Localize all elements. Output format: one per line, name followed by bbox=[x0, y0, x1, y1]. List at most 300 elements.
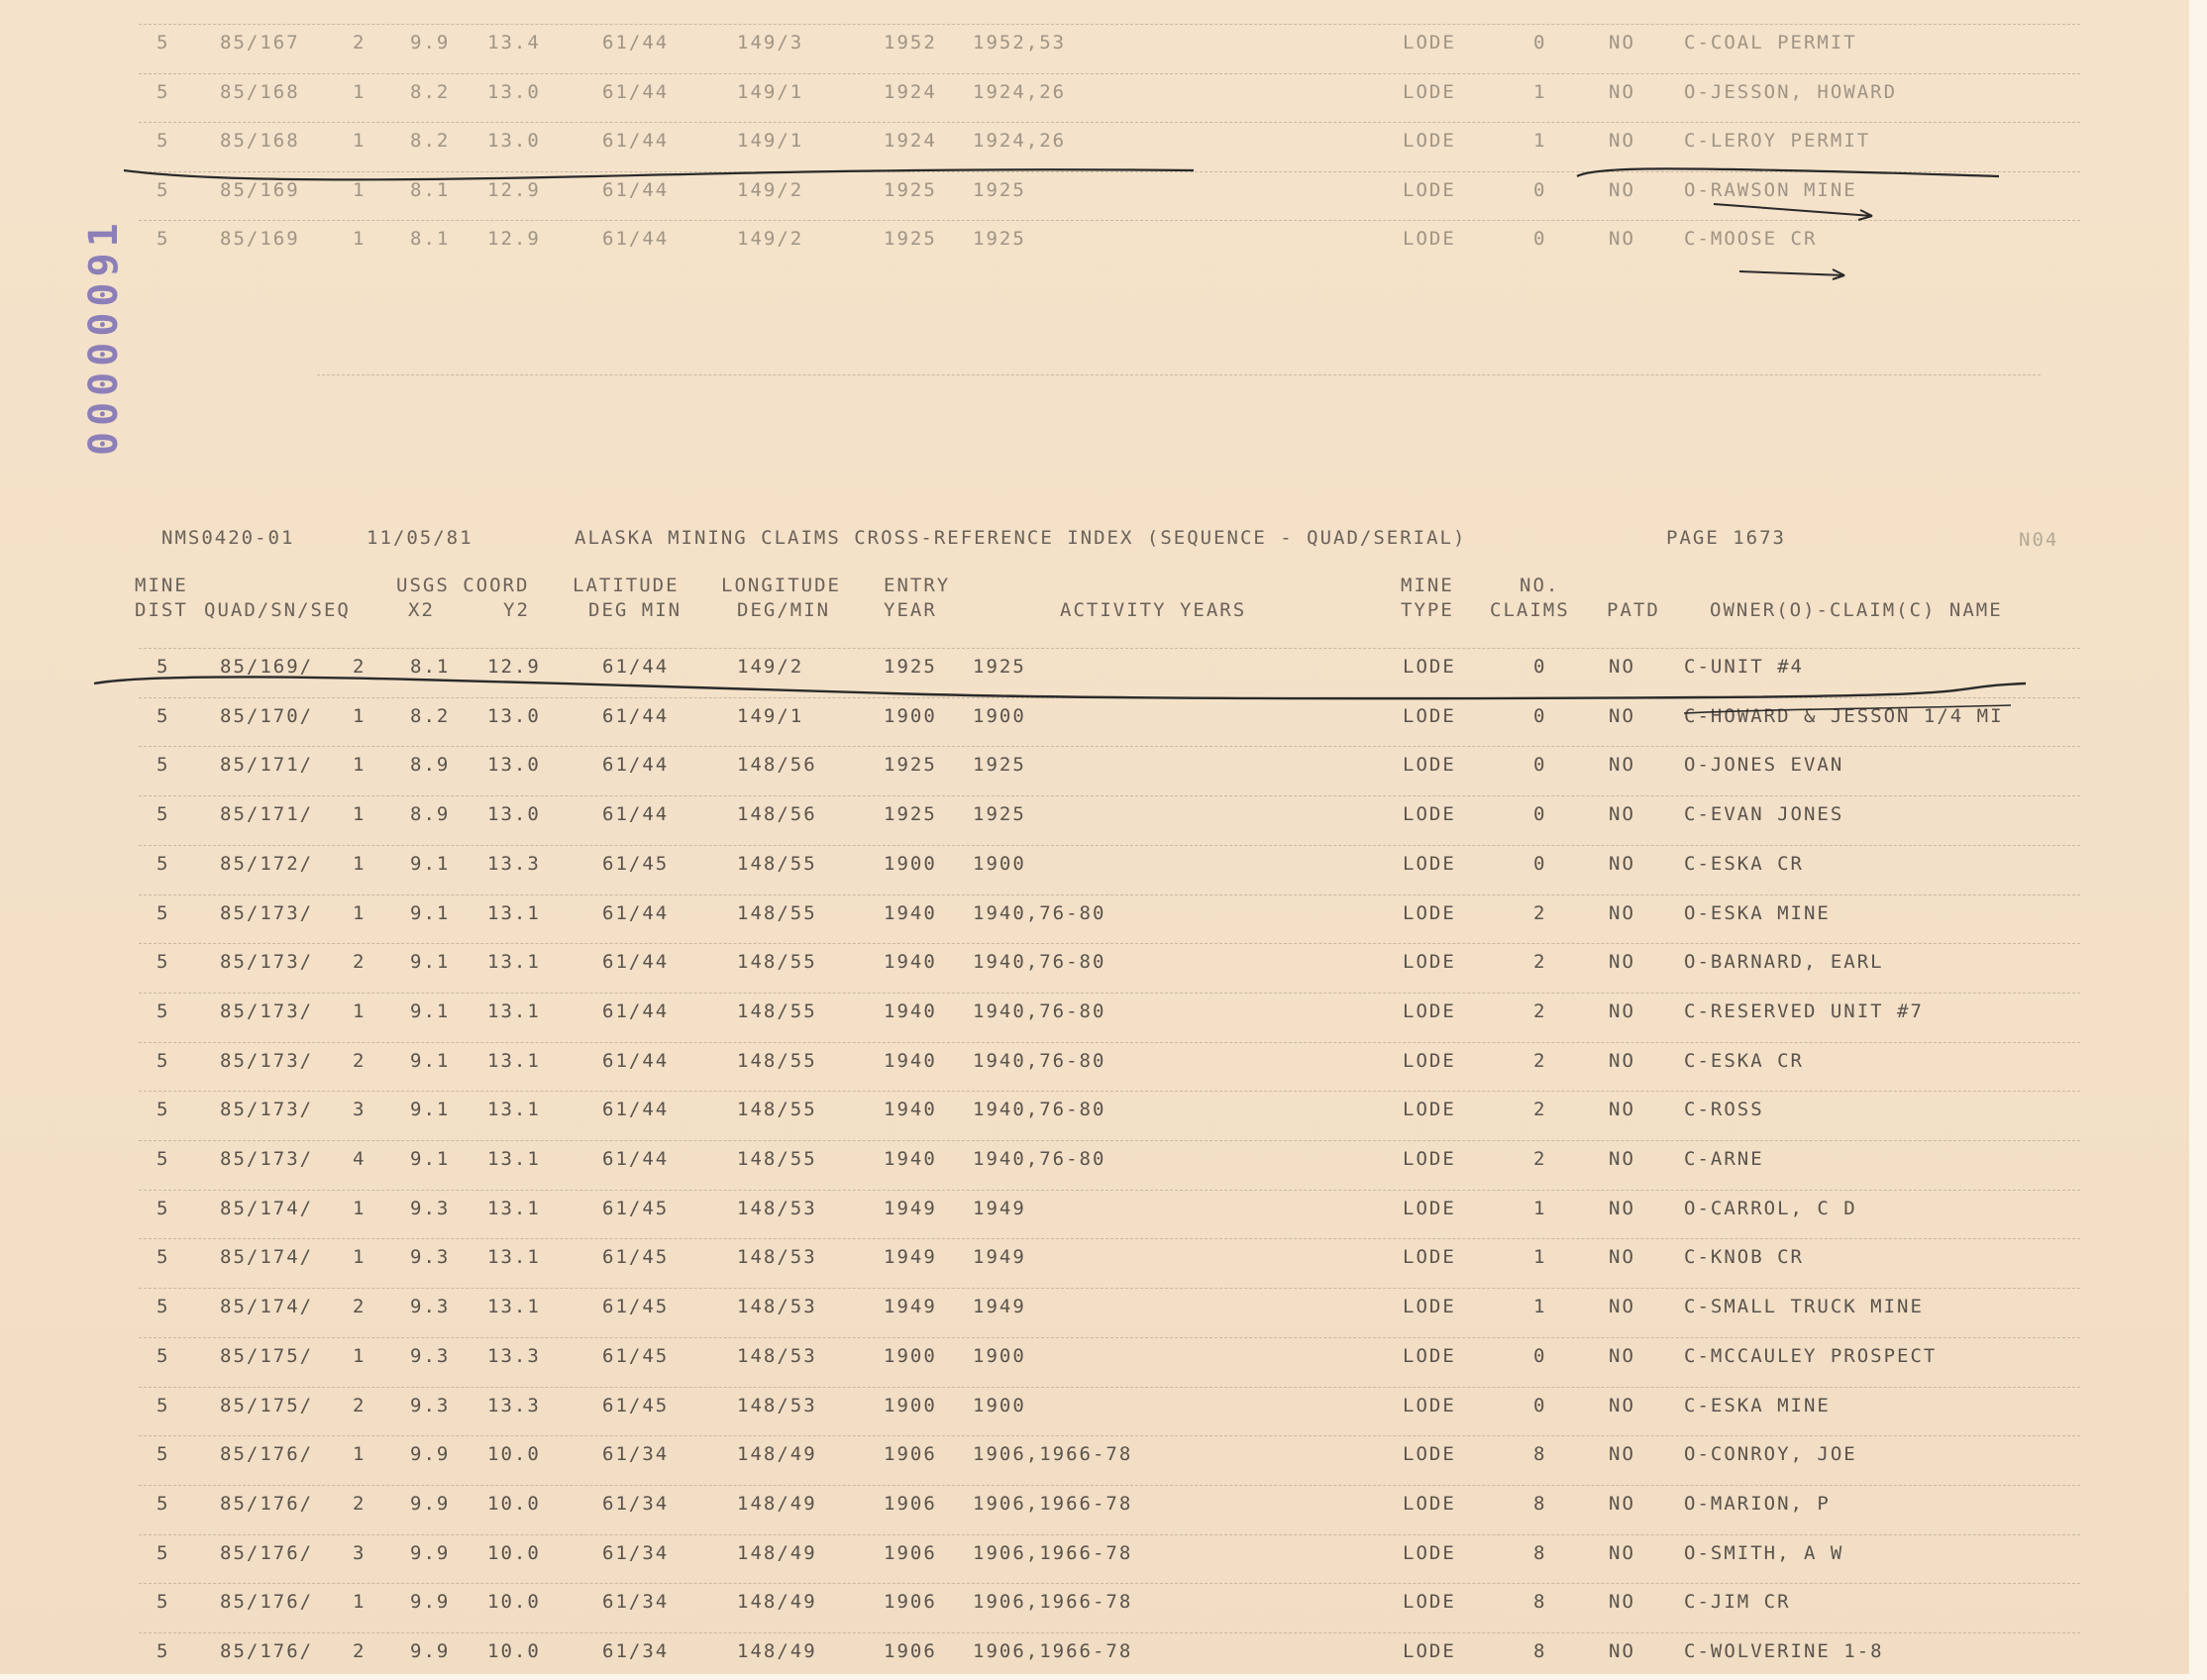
cell-claims: 2 bbox=[1533, 999, 1547, 1022]
underline-howard bbox=[1684, 705, 2011, 713]
page-label: PAGE 1673 bbox=[1666, 527, 1786, 549]
cell-patd: NO bbox=[1609, 1197, 1635, 1219]
report-date: 11/05/81 bbox=[367, 527, 473, 549]
col-x2: X2 bbox=[408, 599, 435, 621]
cell-x2: 9.1 bbox=[410, 1049, 451, 1072]
page-number-stamp: 00000091 bbox=[81, 217, 127, 457]
cell-lon: 149/2 bbox=[737, 178, 804, 201]
cell-dist: 5 bbox=[157, 178, 170, 201]
cell-type: LODE bbox=[1403, 1148, 1456, 1170]
cell-lat: 61/44 bbox=[602, 901, 670, 924]
cell-entry: 1952 bbox=[884, 32, 937, 53]
cell-seq: 1 bbox=[353, 1344, 367, 1367]
cell-act: 1940,76-80 bbox=[973, 1049, 1106, 1072]
cell-x2: 9.9 bbox=[410, 1541, 451, 1564]
cell-seq: 1 bbox=[353, 1197, 367, 1219]
cell-x2: 9.1 bbox=[410, 901, 451, 924]
cell-seq: 4 bbox=[353, 1148, 367, 1170]
cell-lat: 61/44 bbox=[602, 1148, 670, 1170]
cell-entry: 1949 bbox=[884, 1246, 937, 1269]
cell-act: 1900 bbox=[973, 1394, 1026, 1417]
cell-owner: C-HOWARD & JESSON 1/4 MI bbox=[1684, 704, 2004, 727]
cell-type: LODE bbox=[1403, 1591, 1456, 1614]
cell-patd: NO bbox=[1609, 1492, 1635, 1515]
col-activity-years: ACTIVITY YEARS bbox=[1060, 599, 1247, 621]
cell-type: LODE bbox=[1403, 754, 1456, 777]
cell-quad: 85/171/ bbox=[220, 803, 314, 826]
cell-act: 1940,76-80 bbox=[973, 951, 1106, 974]
cell-owner: C-KNOB CR bbox=[1684, 1246, 1804, 1269]
cell-dist: 5 bbox=[157, 1394, 170, 1417]
cell-act: 1900 bbox=[973, 1344, 1026, 1367]
col-patd: PATD bbox=[1607, 599, 1660, 621]
cell-patd: NO bbox=[1609, 80, 1635, 103]
cell-seq: 1 bbox=[353, 999, 367, 1022]
cell-y2: 13.1 bbox=[487, 951, 541, 974]
cell-act: 1949 bbox=[973, 1197, 1026, 1219]
cell-patd: NO bbox=[1609, 228, 1635, 250]
cell-seq: 1 bbox=[353, 704, 367, 727]
cell-dist: 5 bbox=[157, 228, 170, 250]
cell-type: LODE bbox=[1403, 1197, 1456, 1219]
cell-dist: 5 bbox=[157, 1148, 170, 1170]
cell-patd: NO bbox=[1609, 1148, 1635, 1170]
cell-act: 1906,1966-78 bbox=[973, 1640, 1133, 1662]
cell-patd: NO bbox=[1609, 704, 1635, 727]
cell-x2: 9.3 bbox=[410, 1246, 451, 1269]
cell-owner: O-JONES EVAN bbox=[1684, 754, 1844, 777]
cell-owner: O-MARION, P bbox=[1684, 1492, 1831, 1515]
cell-y2: 13.1 bbox=[487, 1049, 541, 1072]
cell-entry: 1940 bbox=[884, 1099, 937, 1121]
cell-claims: 1 bbox=[1533, 1197, 1547, 1219]
cell-lat: 61/44 bbox=[602, 704, 670, 727]
cell-type: LODE bbox=[1403, 178, 1456, 201]
cell-quad: 85/173/ bbox=[220, 999, 314, 1022]
cell-patd: NO bbox=[1609, 32, 1635, 53]
cell-seq: 1 bbox=[353, 803, 367, 826]
cell-dist: 5 bbox=[157, 130, 170, 152]
cell-entry: 1924 bbox=[884, 130, 937, 152]
col-y2: Y2 bbox=[503, 599, 530, 621]
cell-quad: 85/175/ bbox=[220, 1394, 314, 1417]
cell-lon: 148/49 bbox=[737, 1541, 817, 1564]
cell-quad: 85/172/ bbox=[220, 852, 314, 875]
cell-patd: NO bbox=[1609, 130, 1635, 152]
cell-patd: NO bbox=[1609, 178, 1635, 201]
col-latitude: LATITUDE bbox=[573, 575, 680, 596]
cell-lon: 148/56 bbox=[737, 754, 817, 777]
cell-x2: 9.3 bbox=[410, 1344, 451, 1367]
cell-claims: 2 bbox=[1533, 951, 1547, 974]
col-longitude: LONGITUDE bbox=[721, 575, 841, 596]
cell-dist: 5 bbox=[157, 1640, 170, 1662]
cell-entry: 1940 bbox=[884, 999, 937, 1022]
cell-type: LODE bbox=[1403, 656, 1456, 678]
cell-seq: 1 bbox=[353, 178, 367, 201]
cell-quad: 85/169/ bbox=[220, 656, 314, 678]
cell-owner: C-SMALL TRUCK MINE bbox=[1684, 1296, 1924, 1318]
cell-x2: 8.2 bbox=[410, 704, 451, 727]
col-lon-deg-min: DEG/MIN bbox=[737, 599, 831, 621]
cell-dist: 5 bbox=[157, 32, 170, 53]
cell-type: LODE bbox=[1403, 32, 1456, 53]
corner-code: N04 bbox=[2019, 529, 2059, 551]
cell-quad: 85/173/ bbox=[220, 901, 314, 924]
cell-dist: 5 bbox=[157, 1591, 170, 1614]
cell-x2: 9.9 bbox=[410, 1443, 451, 1466]
cell-lon: 148/49 bbox=[737, 1591, 817, 1614]
cell-x2: 9.1 bbox=[410, 951, 451, 974]
cell-patd: NO bbox=[1609, 803, 1635, 826]
cell-x2: 9.1 bbox=[410, 852, 451, 875]
cell-type: LODE bbox=[1403, 130, 1456, 152]
cell-lat: 61/44 bbox=[602, 1049, 670, 1072]
cell-y2: 13.1 bbox=[487, 1296, 541, 1318]
cell-x2: 9.9 bbox=[410, 1492, 451, 1515]
cell-dist: 5 bbox=[157, 1049, 170, 1072]
cell-dist: 5 bbox=[157, 901, 170, 924]
cell-act: 1925 bbox=[973, 656, 1026, 678]
cell-patd: NO bbox=[1609, 1296, 1635, 1318]
cell-owner: C-WOLVERINE 1-8 bbox=[1684, 1640, 1884, 1662]
cell-x2: 9.3 bbox=[410, 1296, 451, 1318]
cell-lon: 148/53 bbox=[737, 1246, 817, 1269]
cell-seq: 1 bbox=[353, 1591, 367, 1614]
cell-lon: 149/1 bbox=[737, 80, 804, 103]
cell-dist: 5 bbox=[157, 1344, 170, 1367]
cell-y2: 10.0 bbox=[487, 1443, 541, 1466]
cell-lon: 148/53 bbox=[737, 1394, 817, 1417]
cell-seq: 3 bbox=[353, 1541, 367, 1564]
cell-patd: NO bbox=[1609, 1591, 1635, 1614]
cell-y2: 13.1 bbox=[487, 1197, 541, 1219]
cell-type: LODE bbox=[1403, 852, 1456, 875]
page-edge-right bbox=[2189, 0, 2207, 1680]
cell-act: 1925 bbox=[973, 803, 1026, 826]
cell-owner: C-ESKA CR bbox=[1684, 1049, 1804, 1072]
cell-lon: 148/55 bbox=[737, 1148, 817, 1170]
cell-act: 1906,1966-78 bbox=[973, 1541, 1133, 1564]
cell-patd: NO bbox=[1609, 852, 1635, 875]
cell-quad: 85/168 bbox=[220, 80, 300, 103]
cell-entry: 1925 bbox=[884, 656, 937, 678]
cell-y2: 13.4 bbox=[487, 32, 541, 53]
cell-dist: 5 bbox=[157, 656, 170, 678]
cell-owner: O-SMITH, A W bbox=[1684, 1541, 1844, 1564]
cell-y2: 13.1 bbox=[487, 999, 541, 1022]
cell-patd: NO bbox=[1609, 999, 1635, 1022]
cell-owner: C-ROSS bbox=[1684, 1099, 1764, 1121]
col-mine-type-1: MINE bbox=[1401, 575, 1454, 596]
cell-act: 1924,26 bbox=[973, 130, 1067, 152]
cell-owner: C-ESKA MINE bbox=[1684, 1394, 1831, 1417]
cell-act: 1900 bbox=[973, 704, 1026, 727]
cell-dist: 5 bbox=[157, 852, 170, 875]
cell-owner: O-CONROY, JOE bbox=[1684, 1443, 1857, 1466]
cell-type: LODE bbox=[1403, 1344, 1456, 1367]
cell-seq: 1 bbox=[353, 228, 367, 250]
cell-type: LODE bbox=[1403, 704, 1456, 727]
cell-owner: C-EVAN JONES bbox=[1684, 803, 1844, 826]
page-edge-bottom bbox=[0, 1674, 2207, 1680]
cell-act: 1906,1966-78 bbox=[973, 1492, 1133, 1515]
cell-seq: 2 bbox=[353, 1640, 367, 1662]
cell-act: 1949 bbox=[973, 1296, 1026, 1318]
cell-claims: 0 bbox=[1533, 1394, 1547, 1417]
cell-owner: O-ESKA MINE bbox=[1684, 901, 1831, 924]
cell-claims: 2 bbox=[1533, 1148, 1547, 1170]
cell-lat: 61/44 bbox=[602, 803, 670, 826]
cell-owner: C-MOOSE CR bbox=[1684, 228, 1818, 250]
cell-type: LODE bbox=[1403, 1541, 1456, 1564]
cell-act: 1900 bbox=[973, 852, 1026, 875]
cell-x2: 8.1 bbox=[410, 178, 451, 201]
cell-lon: 148/55 bbox=[737, 1099, 817, 1121]
cell-lon: 148/53 bbox=[737, 1197, 817, 1219]
cell-claims: 0 bbox=[1533, 852, 1547, 875]
cell-lat: 61/45 bbox=[602, 1344, 670, 1367]
cell-entry: 1925 bbox=[884, 754, 937, 777]
cell-entry: 1940 bbox=[884, 951, 937, 974]
cell-lat: 61/44 bbox=[602, 656, 670, 678]
cell-quad: 85/173/ bbox=[220, 1099, 314, 1121]
cell-patd: NO bbox=[1609, 1541, 1635, 1564]
cell-claims: 0 bbox=[1533, 178, 1547, 201]
cell-x2: 8.2 bbox=[410, 130, 451, 152]
cell-claims: 1 bbox=[1533, 1246, 1547, 1269]
cell-seq: 1 bbox=[353, 130, 367, 152]
cell-y2: 13.1 bbox=[487, 1099, 541, 1121]
cell-entry: 1906 bbox=[884, 1492, 937, 1515]
cell-entry: 1900 bbox=[884, 852, 937, 875]
cell-lon: 148/55 bbox=[737, 951, 817, 974]
strike-line-main bbox=[94, 677, 2026, 698]
cell-x2: 8.2 bbox=[410, 80, 451, 103]
cell-entry: 1906 bbox=[884, 1443, 937, 1466]
cell-lon: 148/55 bbox=[737, 852, 817, 875]
cell-lon: 148/55 bbox=[737, 901, 817, 924]
cell-x2: 8.9 bbox=[410, 803, 451, 826]
cell-claims: 0 bbox=[1533, 1344, 1547, 1367]
cell-entry: 1925 bbox=[884, 803, 937, 826]
cell-claims: 2 bbox=[1533, 1049, 1547, 1072]
col-quad-sn-seq: QUAD/SN/SEQ bbox=[204, 599, 351, 621]
cell-dist: 5 bbox=[157, 951, 170, 974]
cell-x2: 9.1 bbox=[410, 999, 451, 1022]
cell-seq: 2 bbox=[353, 1394, 367, 1417]
cell-claims: 1 bbox=[1533, 80, 1547, 103]
cell-claims: 8 bbox=[1533, 1492, 1547, 1515]
cell-claims: 0 bbox=[1533, 803, 1547, 826]
cell-type: LODE bbox=[1403, 1296, 1456, 1318]
col-dist: DIST bbox=[135, 599, 188, 621]
cell-claims: 0 bbox=[1533, 228, 1547, 250]
cell-quad: 85/171/ bbox=[220, 754, 314, 777]
arrow-underline-rawson bbox=[1714, 204, 1872, 220]
cell-lon: 149/2 bbox=[737, 656, 804, 678]
cell-y2: 13.0 bbox=[487, 704, 541, 727]
cell-lat: 61/34 bbox=[602, 1591, 670, 1614]
cell-type: LODE bbox=[1403, 1099, 1456, 1121]
cell-seq: 2 bbox=[353, 1049, 367, 1072]
cell-entry: 1906 bbox=[884, 1640, 937, 1662]
cell-lat: 61/44 bbox=[602, 130, 670, 152]
cell-quad: 85/175/ bbox=[220, 1344, 314, 1367]
cell-owner: O-CARROL, C D bbox=[1684, 1197, 1857, 1219]
cell-act: 1925 bbox=[973, 228, 1026, 250]
cell-entry: 1925 bbox=[884, 178, 937, 201]
cell-owner: C-COAL PERMIT bbox=[1684, 32, 1857, 53]
cell-lat: 61/34 bbox=[602, 1492, 670, 1515]
cell-y2: 12.9 bbox=[487, 656, 541, 678]
cell-lon: 148/53 bbox=[737, 1296, 817, 1318]
cell-lat: 61/44 bbox=[602, 228, 670, 250]
cell-dist: 5 bbox=[157, 1099, 170, 1121]
cell-patd: NO bbox=[1609, 656, 1635, 678]
cell-lat: 61/45 bbox=[602, 1394, 670, 1417]
cell-lon: 148/56 bbox=[737, 803, 817, 826]
cell-lon: 148/49 bbox=[737, 1492, 817, 1515]
cell-type: LODE bbox=[1403, 901, 1456, 924]
cell-y2: 13.1 bbox=[487, 1148, 541, 1170]
cell-claims: 0 bbox=[1533, 754, 1547, 777]
cell-quad: 85/169 bbox=[220, 228, 300, 250]
cell-entry: 1940 bbox=[884, 1049, 937, 1072]
strike-line-top-left bbox=[124, 169, 1194, 179]
cell-y2: 13.0 bbox=[487, 754, 541, 777]
cell-owner: O-BARNARD, EARL bbox=[1684, 951, 1884, 974]
cell-dist: 5 bbox=[157, 704, 170, 727]
cell-quad: 85/173/ bbox=[220, 1049, 314, 1072]
cell-lat: 61/44 bbox=[602, 951, 670, 974]
cell-x2: 8.9 bbox=[410, 754, 451, 777]
cell-type: LODE bbox=[1403, 999, 1456, 1022]
cell-y2: 13.0 bbox=[487, 80, 541, 103]
cell-claims: 8 bbox=[1533, 1443, 1547, 1466]
cell-dist: 5 bbox=[157, 1541, 170, 1564]
cell-quad: 85/174/ bbox=[220, 1246, 314, 1269]
cell-x2: 8.1 bbox=[410, 228, 451, 250]
cell-act: 1925 bbox=[973, 754, 1026, 777]
cell-quad: 85/169 bbox=[220, 178, 300, 201]
cell-patd: NO bbox=[1609, 901, 1635, 924]
cell-y2: 10.0 bbox=[487, 1591, 541, 1614]
cell-quad: 85/174/ bbox=[220, 1197, 314, 1219]
cell-act: 1906,1966-78 bbox=[973, 1591, 1133, 1614]
cell-y2: 13.0 bbox=[487, 803, 541, 826]
cell-dist: 5 bbox=[157, 999, 170, 1022]
col-mine: MINE bbox=[135, 575, 188, 596]
cell-type: LODE bbox=[1403, 1443, 1456, 1466]
cell-owner: C-ESKA CR bbox=[1684, 852, 1804, 875]
cell-lon: 148/53 bbox=[737, 1344, 817, 1367]
cell-type: LODE bbox=[1403, 951, 1456, 974]
cell-owner: C-LEROY PERMIT bbox=[1684, 130, 1871, 152]
cell-owner: O-RAWSON MINE bbox=[1684, 178, 1857, 201]
cell-lat: 61/45 bbox=[602, 852, 670, 875]
cell-lon: 149/2 bbox=[737, 228, 804, 250]
cell-entry: 1924 bbox=[884, 80, 937, 103]
cell-y2: 12.9 bbox=[487, 228, 541, 250]
report-id: NMS0420-01 bbox=[161, 527, 295, 549]
cell-seq: 2 bbox=[353, 951, 367, 974]
cell-owner: C-UNIT #4 bbox=[1684, 656, 1804, 678]
arrow-underline-moose bbox=[1739, 269, 1844, 279]
cell-owner: C-RESERVED UNIT #7 bbox=[1684, 999, 1924, 1022]
cell-patd: NO bbox=[1609, 754, 1635, 777]
cell-owner: O-JESSON, HOWARD bbox=[1684, 80, 1898, 103]
cell-y2: 10.0 bbox=[487, 1492, 541, 1515]
cell-claims: 0 bbox=[1533, 656, 1547, 678]
cell-quad: 85/176/ bbox=[220, 1591, 314, 1614]
cell-y2: 12.9 bbox=[487, 178, 541, 201]
cell-quad: 85/170/ bbox=[220, 704, 314, 727]
cell-entry: 1949 bbox=[884, 1197, 937, 1219]
cell-entry: 1900 bbox=[884, 1344, 937, 1367]
cell-lon: 148/49 bbox=[737, 1443, 817, 1466]
cell-quad: 85/176/ bbox=[220, 1492, 314, 1515]
cell-lat: 61/44 bbox=[602, 1099, 670, 1121]
cell-lon: 148/49 bbox=[737, 1640, 817, 1662]
cell-lat: 61/44 bbox=[602, 178, 670, 201]
cell-seq: 1 bbox=[353, 1443, 367, 1466]
cell-x2: 8.1 bbox=[410, 656, 451, 678]
cell-quad: 85/176/ bbox=[220, 1443, 314, 1466]
cell-entry: 1906 bbox=[884, 1541, 937, 1564]
cell-seq: 3 bbox=[353, 1099, 367, 1121]
cell-seq: 2 bbox=[353, 32, 367, 53]
cell-seq: 1 bbox=[353, 852, 367, 875]
col-year: YEAR bbox=[884, 599, 937, 621]
cell-act: 1940,76-80 bbox=[973, 1148, 1106, 1170]
cell-seq: 1 bbox=[353, 754, 367, 777]
cell-quad: 85/176/ bbox=[220, 1541, 314, 1564]
cell-seq: 2 bbox=[353, 656, 367, 678]
cell-patd: NO bbox=[1609, 1344, 1635, 1367]
cell-type: LODE bbox=[1403, 1492, 1456, 1515]
col-owner: OWNER(O)-CLAIM(C) NAME bbox=[1710, 599, 2003, 621]
cell-dist: 5 bbox=[157, 1296, 170, 1318]
cell-quad: 85/173/ bbox=[220, 951, 314, 974]
cell-entry: 1900 bbox=[884, 704, 937, 727]
cell-quad: 85/174/ bbox=[220, 1296, 314, 1318]
cell-claims: 8 bbox=[1533, 1541, 1547, 1564]
cell-quad: 85/167 bbox=[220, 32, 300, 53]
cell-y2: 13.3 bbox=[487, 1394, 541, 1417]
cell-y2: 13.1 bbox=[487, 1246, 541, 1269]
col-no: NO. bbox=[1520, 575, 1560, 596]
cell-entry: 1906 bbox=[884, 1591, 937, 1614]
cell-seq: 2 bbox=[353, 1492, 367, 1515]
cell-entry: 1949 bbox=[884, 1296, 937, 1318]
cell-lat: 61/44 bbox=[602, 32, 670, 53]
cell-x2: 9.9 bbox=[410, 1640, 451, 1662]
cell-y2: 13.0 bbox=[487, 130, 541, 152]
cell-patd: NO bbox=[1609, 1099, 1635, 1121]
cell-lon: 149/1 bbox=[737, 704, 804, 727]
cell-seq: 1 bbox=[353, 901, 367, 924]
cell-dist: 5 bbox=[157, 1246, 170, 1269]
cell-lat: 61/34 bbox=[602, 1443, 670, 1466]
cell-claims: 8 bbox=[1533, 1640, 1547, 1662]
cell-owner: C-JIM CR bbox=[1684, 1591, 1791, 1614]
cell-lat: 61/34 bbox=[602, 1640, 670, 1662]
cell-entry: 1940 bbox=[884, 901, 937, 924]
cell-lat: 61/44 bbox=[602, 754, 670, 777]
cell-owner: C-ARNE bbox=[1684, 1148, 1764, 1170]
cell-y2: 13.3 bbox=[487, 1344, 541, 1367]
